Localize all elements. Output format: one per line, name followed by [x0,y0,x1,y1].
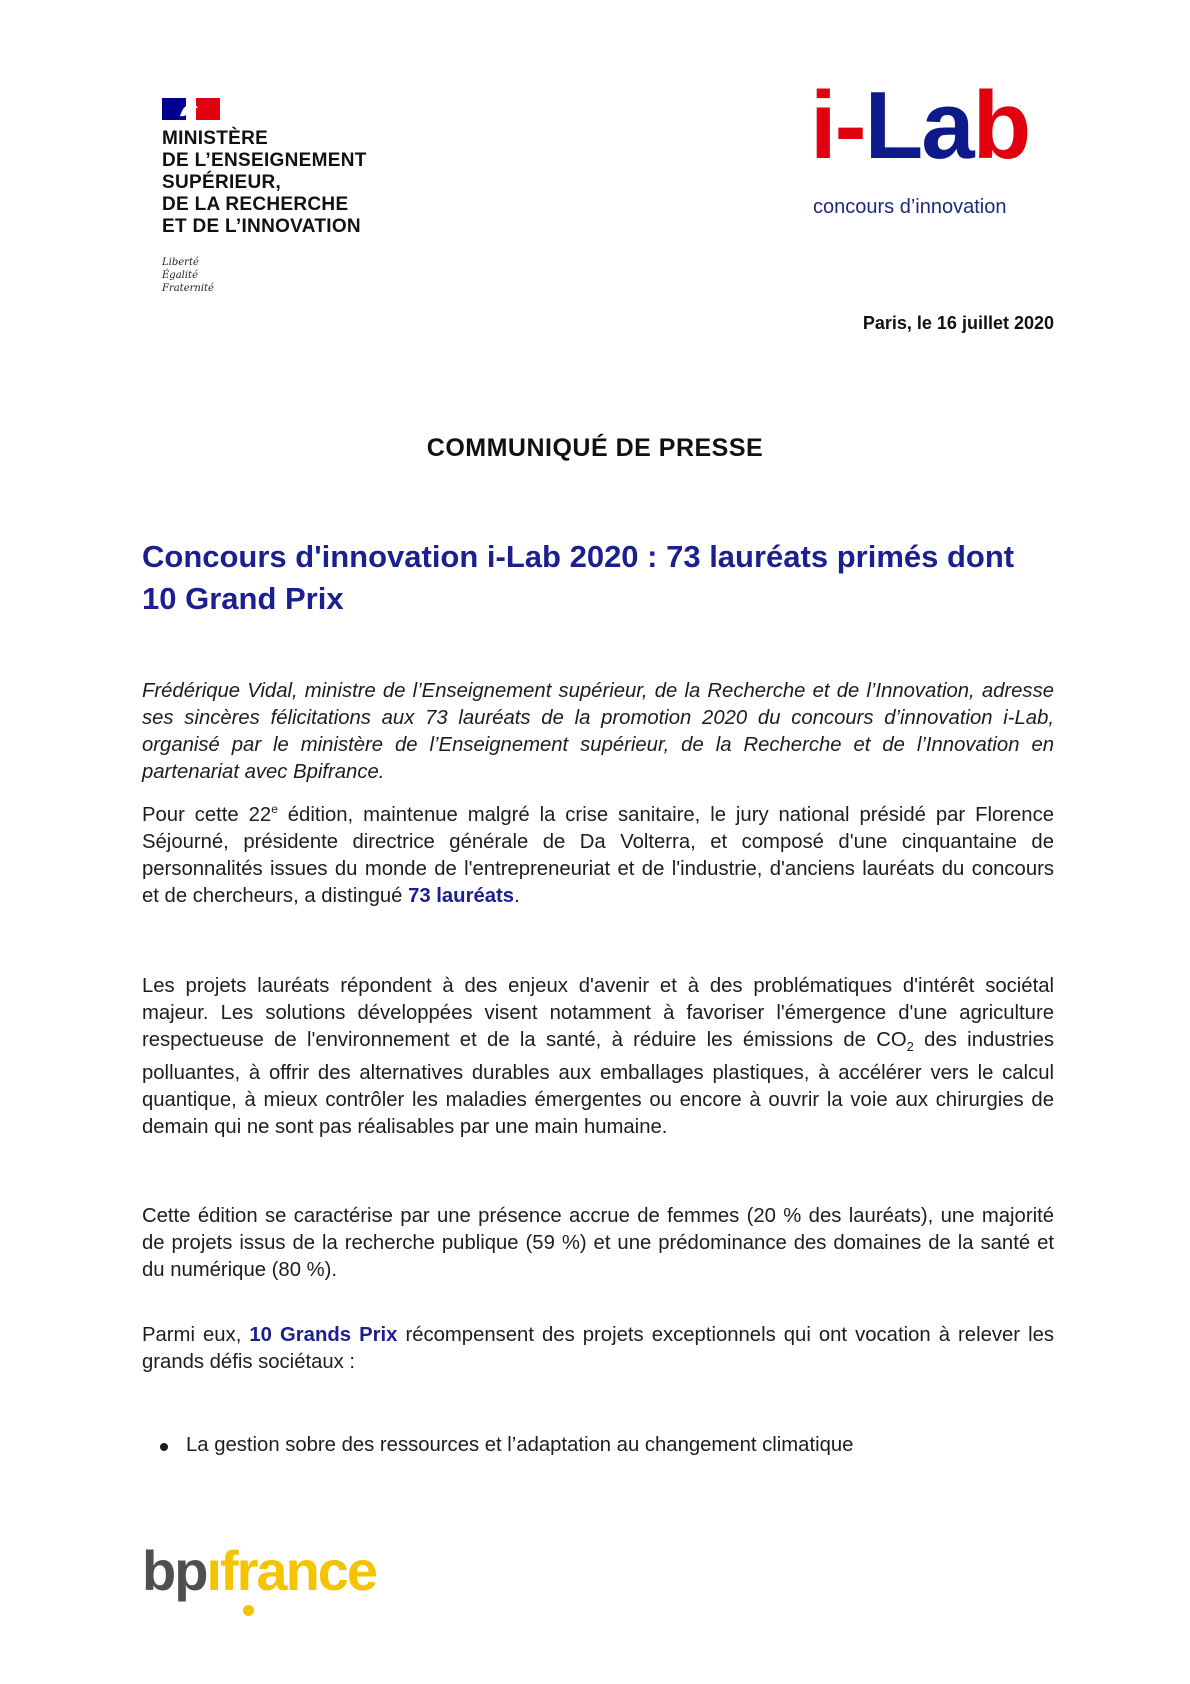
text-run: Parmi eux, [142,1324,250,1346]
ilab-wordmark [810,72,1030,179]
superscript: e [271,802,278,816]
text-run: Pour cette 22 [142,803,272,826]
motto-line: Liberté [162,257,199,268]
press-date: Paris, le 16 juillet 2020 [862,313,1054,333]
bpi-logo-part: bp [142,1539,207,1602]
text-run: édition, maintenue malgré la crise sanitaire, le jury national présidé par Florence Séjourné, présidente directrice générale de Da Volterra, et composé d'une cinquantaine de personnalités issues du monde de l'entrepreneuriat et de l'industrie, d'anciens lauréats du concours et de chercheurs, a distingué [142,803,1054,907]
bpi-logo-part: ı [206,1539,220,1602]
republic-motto [162,256,214,295]
statistics-paragraph: Cette édition se caractérise par une présence accrue de femmes (20 % des lauréats), une majorité de projets issus de la recherche publique (59 %) et une prédominance des domaines de la santé et du numérique (80 %). [142,1205,1054,1281]
intro-paragraph: Frédérique Vidal, ministre de l’Enseignement supérieur, de la Recherche et de l’Innovation, adresse ses sincères félicitations aux 73 lauréats de la promotion 2020 du concours d’innovation i-Lab, organisé par le ministère de l’Enseignement supérieur, de la Recherche et de l’Innovation en partenariat avec Bpifrance. [142,680,1054,783]
headline: Concours d'innovation i-Lab 2020 : 73 lauréats primés dont 10 Grand Prix [142,539,1015,616]
projects-paragraph [142,973,1054,1141]
ilab-letter: b [972,72,1030,179]
grand-prix-highlight: 10 Grands Prix [249,1324,398,1346]
ministry-name-line: SUPÉRIEUR, [162,172,282,193]
subscript: 2 [906,1039,914,1055]
ilab-letter: a [921,72,973,179]
bpi-dot-icon [243,1605,254,1616]
text-run: Les projets lauréats répondent à des enjeux d'avenir et à des problématiques d'intérêt sociétal majeur. Les solutions développées visent notamment à favoriser l'émergence d'une agriculture respectueuse de l'environnement et de la santé, à réduire les émissions de CO [142,975,1054,1051]
ilab-logo [810,72,1060,230]
ministry-name-line: ET DE L’INNOVATION [162,216,361,237]
ilab-subtitle: concours d’innovation [813,196,1007,218]
ilab-letter: - [834,72,865,179]
ministry-name-line: DE L’ENSEIGNEMENT [162,150,367,171]
ilab-letter: i [810,72,835,179]
ministry-name-line: DE LA RECHERCHE [162,194,349,215]
list-item-text: La gestion sobre des ressources et l’adaptation au changement climatique [186,1434,854,1456]
motto-line: Fraternité [162,283,214,294]
marianne-flag-icon [162,98,220,120]
ministry-logo [162,98,422,298]
grand-prix-paragraph [142,1322,1054,1376]
bpifrance-logo [142,1538,376,1603]
bpi-logo-part: france [219,1539,377,1602]
motto-line: Égalité [162,270,198,281]
ilab-letter: L [864,72,922,179]
press-release-label: COMMUNIQUÉ DE PRESSE [426,434,764,462]
text-run: . [514,884,520,907]
text-run: des industries polluantes, à offrir des alternatives durables aux emballages plastiques, à accélérer vers le calcul quantique, à mieux contrôler les maladies émergentes ou encore à ouvrir la voie aux chirurgies de demain qui ne sont pas réalisables par une main humaine. [142,1029,1054,1139]
text-run: récompensent des projets exceptionnels qui ont vocation à relever les grands défis sociétaux : [142,1324,1054,1373]
bullet-icon [160,1443,168,1451]
list-item [186,1434,853,1457]
ministry-name-line: MINISTÈRE [162,128,269,149]
edition-paragraph [142,796,1054,910]
laureates-count-highlight: 73 lauréats [408,884,515,907]
ministry-name [162,128,367,238]
